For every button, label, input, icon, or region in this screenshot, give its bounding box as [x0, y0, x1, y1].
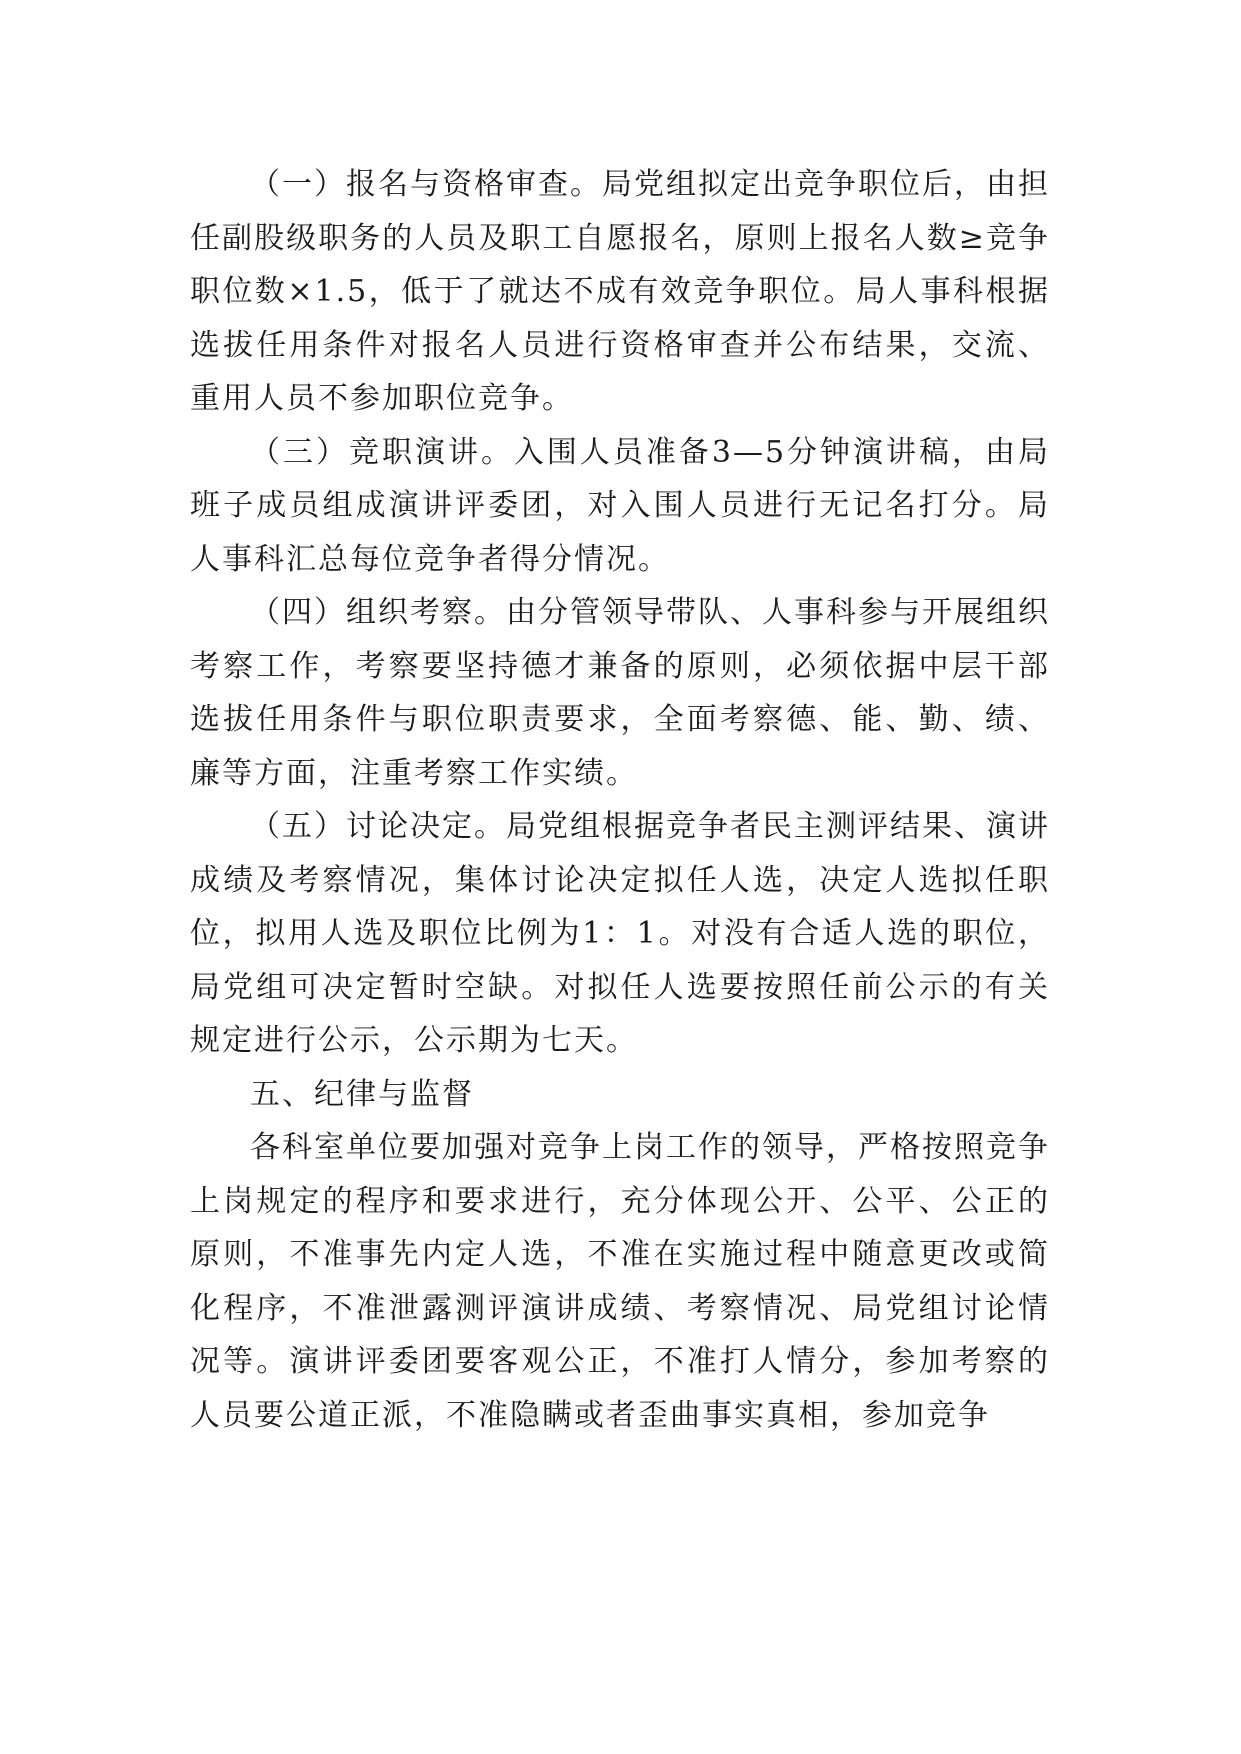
section-heading-discipline: 五、纪律与监督: [250, 1076, 474, 1112]
paragraph-speech: （三）竞职演讲。入围人员准备3—5分钟演讲稿，由局班子成员组成演讲评委团，对入围人员进行无记名打分。局人事科汇总每位竞争者得分情况。: [190, 434, 1050, 577]
paragraph-inspection: （四）组织考察。由分管领导带队、人事科参与开展组织考察工作，考察要坚持德才兼备的原则，必须依据中层干部选拔任用条件与职位职责要求，全面考察德、能、勤、绩、廉等方面，注重考察工作实绩。: [190, 595, 1050, 791]
paragraph-discipline: 各科室单位要加强对竞争上岗工作的领导，严格按照竞争上岗规定的程序和要求进行，充分体现公开、公平、公正的原则，不准事先内定人选，不准在实施过程中随意更改或简化程序，不准泄露测评演讲成绩、考察情况、局党组讨论情况等。演讲评委团要客观公正，不准打人情分，参加考察的人员要公道正派，不准隐瞒或者歪曲事实真相，参加竞争: [190, 1130, 1050, 1433]
paragraph-decision: （五）讨论决定。局党组根据竞争者民主测评结果、演讲成绩及考察情况，集体讨论决定拟任人选，决定人选拟任职位，拟用人选及职位比例为1：1。对没有合适人选的职位，局党组可决定暂时空缺。对拟任人选要按照任前公示的有关规定进行公示，公示期为七天。: [190, 809, 1050, 1058]
paragraph-registration: （一）报名与资格审查。局党组拟定出竞争职位后，由担任副股级职务的人员及职工自愿报名，原则上报名人数≥竞争职位数×1.5，低于了就达不成有效竞争职位。局人事科根据选拔任用条件对报名人员进行资格审查并公布结果，交流、重用人员不参加职位竞争。: [190, 167, 1050, 416]
document-body: [190, 158, 1050, 1442]
